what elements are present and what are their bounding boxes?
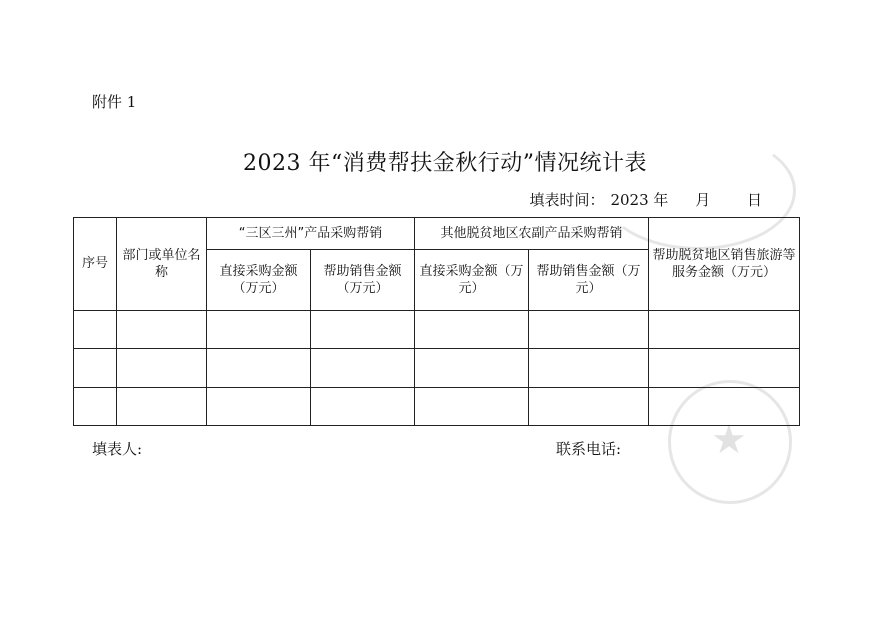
table-cell[interactable] bbox=[529, 387, 649, 425]
table-cell[interactable] bbox=[529, 310, 649, 348]
subheader-direct-2: 直接采购金额（万元） bbox=[415, 250, 529, 311]
fill-date-year: 2023 年 bbox=[610, 191, 669, 209]
fill-date-prefix: 填表时间： bbox=[529, 191, 605, 209]
table-cell[interactable] bbox=[207, 349, 311, 387]
table-cell[interactable] bbox=[117, 349, 207, 387]
attachment-label: 附件 1 bbox=[92, 93, 137, 111]
fill-date-day: 日 bbox=[746, 191, 762, 209]
header-group-other: 其他脱贫地区农副产品采购帮销 bbox=[415, 218, 649, 250]
header-dept: 部门或单位名称 bbox=[117, 218, 207, 311]
table-cell[interactable] bbox=[207, 387, 311, 425]
header-tourism: 帮助脱贫地区销售旅游等服务金额（万元） bbox=[649, 218, 800, 311]
table-row bbox=[74, 310, 800, 348]
filler-label: 填表人: bbox=[92, 440, 143, 458]
table-cell[interactable] bbox=[311, 387, 415, 425]
table-cell[interactable] bbox=[649, 387, 800, 425]
table-cell[interactable] bbox=[311, 310, 415, 348]
table-cell[interactable] bbox=[311, 349, 415, 387]
header-group-sansanzhou: “三区三州”产品采购帮销 bbox=[207, 218, 415, 250]
table-cell[interactable] bbox=[74, 310, 117, 348]
star-icon: ★ bbox=[711, 417, 747, 463]
table-row bbox=[74, 387, 800, 425]
table-cell[interactable] bbox=[117, 310, 207, 348]
table-cell[interactable] bbox=[207, 310, 311, 348]
table-cell[interactable] bbox=[74, 349, 117, 387]
table-cell[interactable] bbox=[649, 310, 800, 348]
subheader-help-2: 帮助销售金额（万元） bbox=[529, 250, 649, 311]
subheader-help: 帮助销售金额（万元） bbox=[311, 250, 415, 311]
table-cell[interactable] bbox=[415, 310, 529, 348]
table-row bbox=[74, 349, 800, 387]
table-cell[interactable] bbox=[415, 387, 529, 425]
document-title: 2023 年“消费帮扶金秋行动”情况统计表 bbox=[243, 151, 647, 176]
fill-date-line bbox=[523, 189, 762, 210]
statistics-table bbox=[73, 217, 800, 426]
table-header-row bbox=[74, 218, 800, 250]
table-cell[interactable] bbox=[415, 349, 529, 387]
subheader-direct: 直接采购金额（万元） bbox=[207, 250, 311, 311]
table-cell[interactable] bbox=[117, 387, 207, 425]
table-cell[interactable] bbox=[74, 387, 117, 425]
table-cell[interactable] bbox=[529, 349, 649, 387]
table-cell[interactable] bbox=[649, 349, 800, 387]
header-seq: 序号 bbox=[74, 218, 117, 311]
phone-label: 联系电话: bbox=[556, 440, 622, 458]
fill-date-month: 月 bbox=[695, 191, 711, 209]
